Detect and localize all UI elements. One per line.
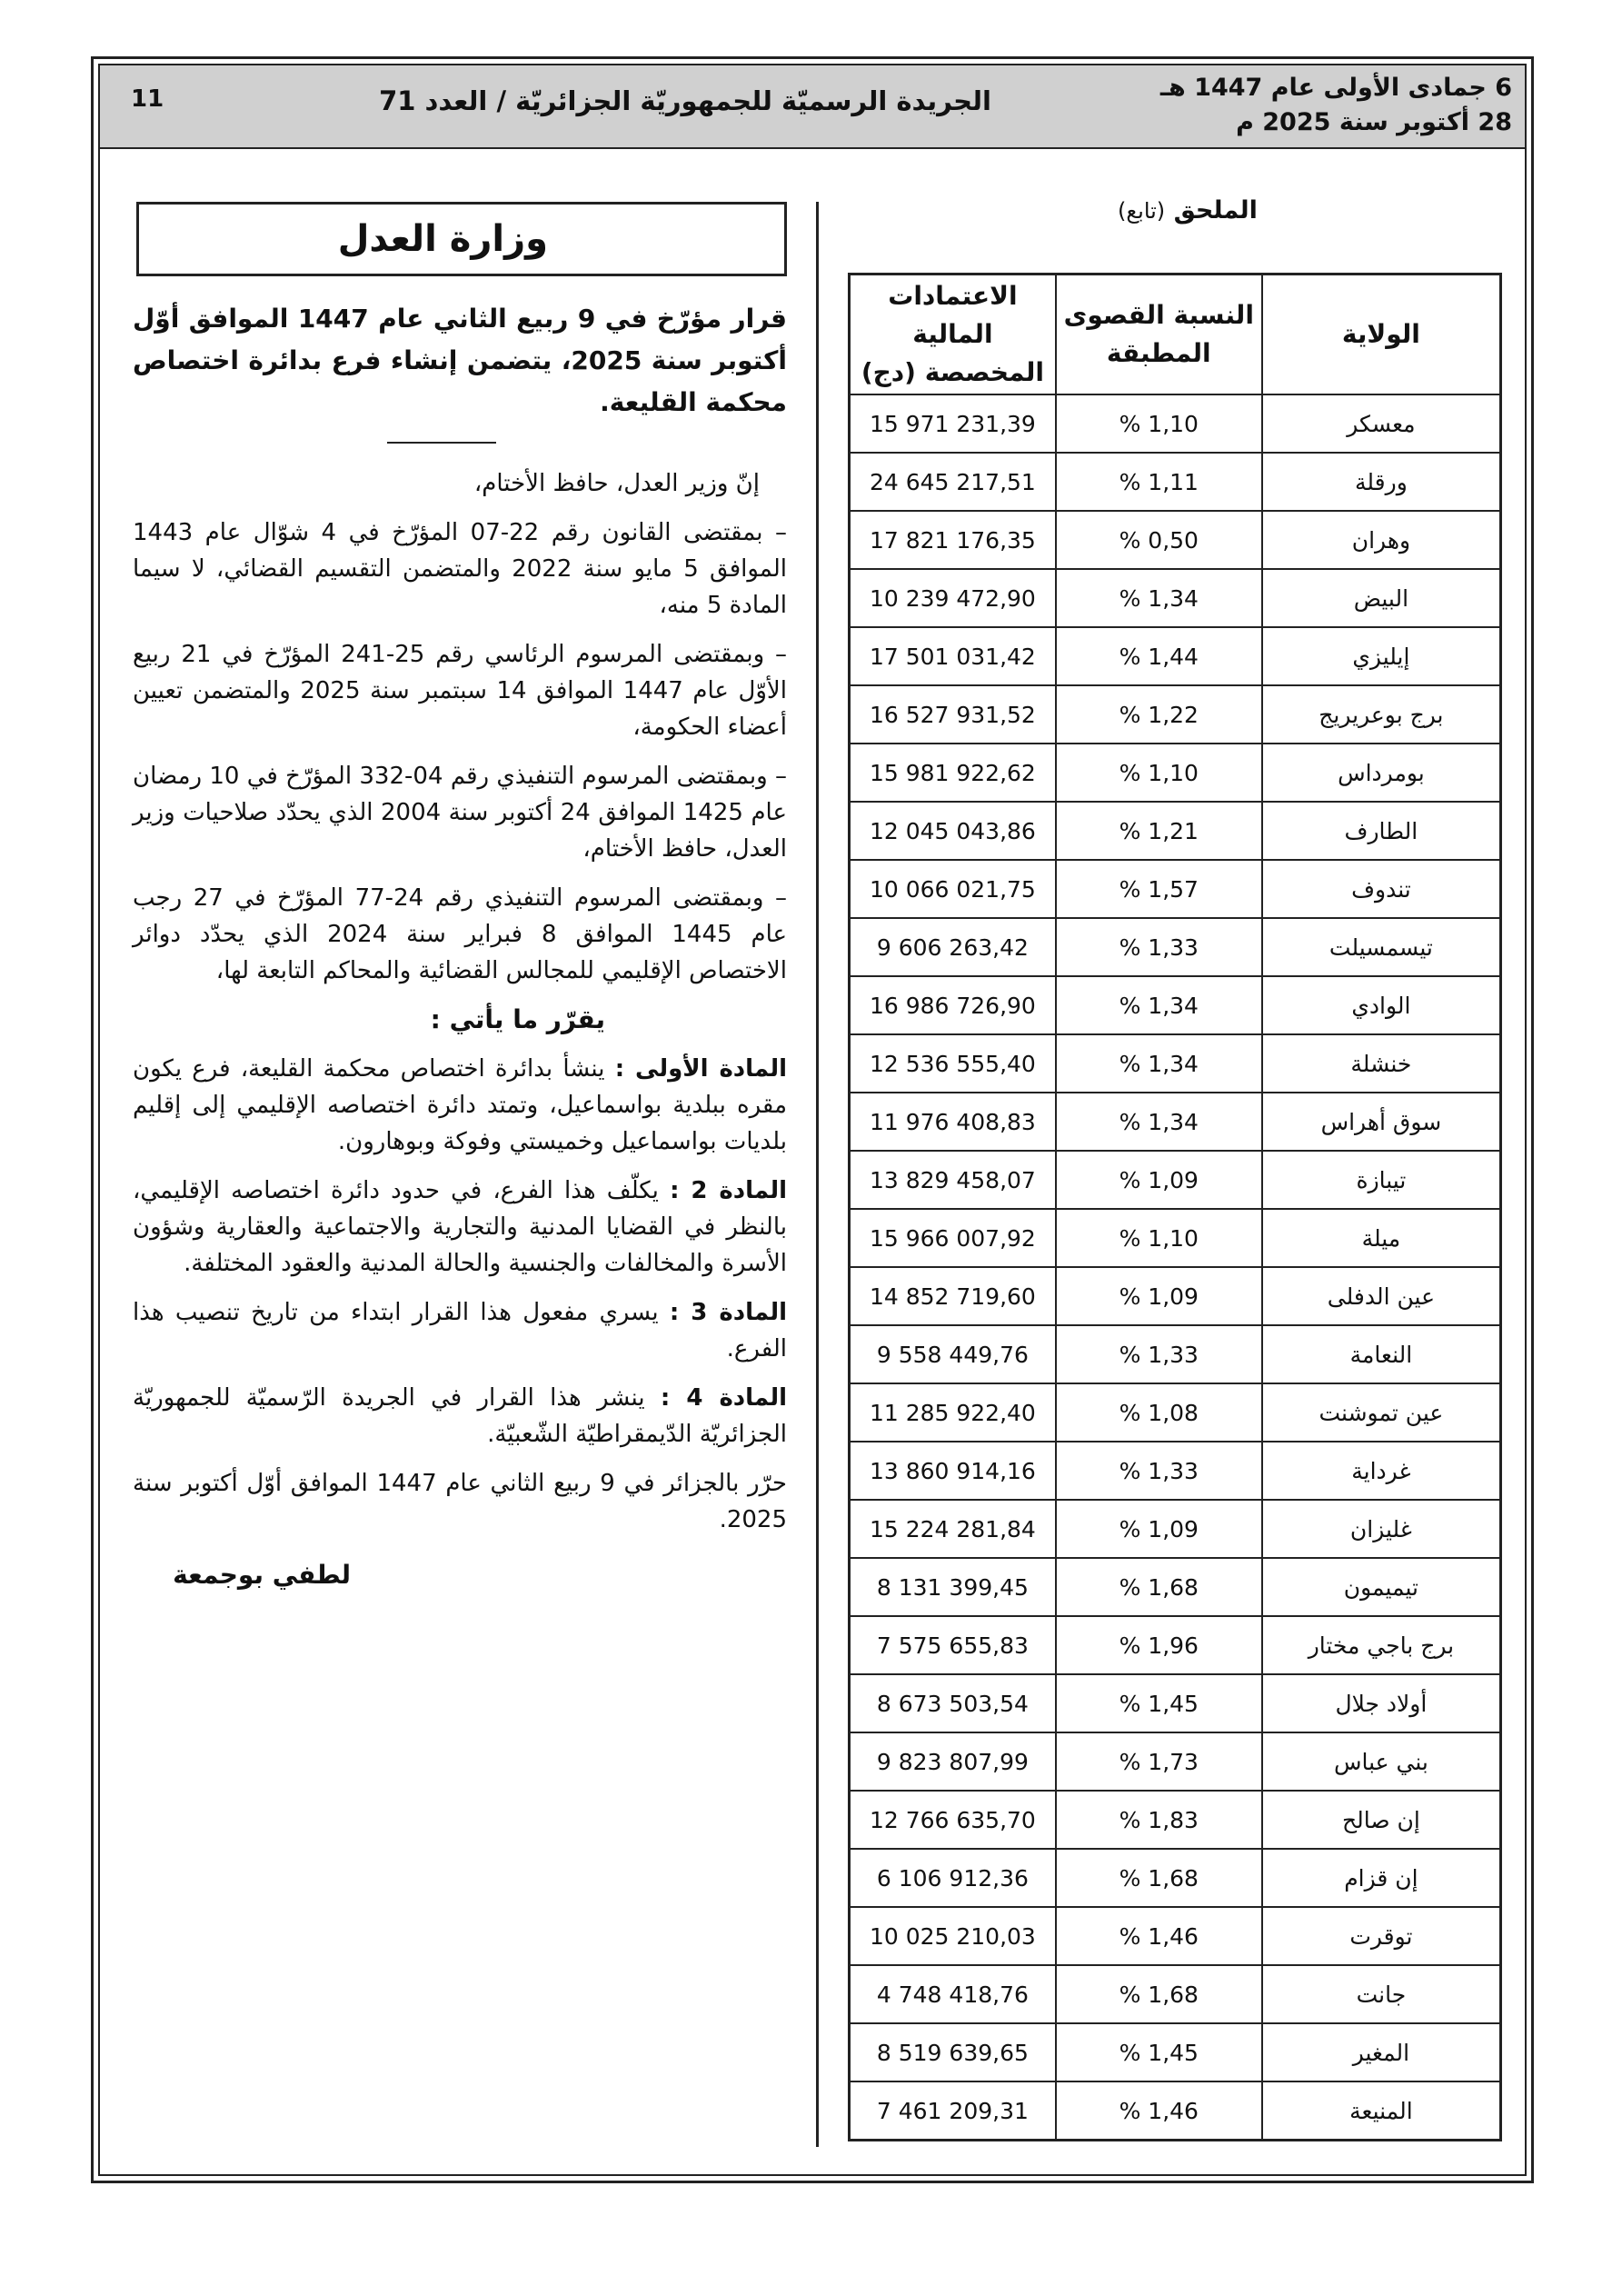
credits-cell: 11 285 922,40 xyxy=(850,1383,1056,1442)
wilaya-cell: النعامة xyxy=(1262,1325,1501,1383)
rate-cell: % 1,09 xyxy=(1056,1151,1262,1209)
annex-title xyxy=(1118,196,1258,225)
rate-cell: % 0,50 xyxy=(1056,511,1262,569)
rate-cell: % 1,34 xyxy=(1056,1034,1262,1093)
credits-cell: 8 673 503,54 xyxy=(850,1674,1056,1732)
wilaya-cell: إيليزي xyxy=(1262,627,1501,685)
credits-cell: 4 748 418,76 xyxy=(850,1965,1056,2023)
credits-cell: 17 821 176,35 xyxy=(850,511,1056,569)
wilaya-cell: بني عباس xyxy=(1262,1732,1501,1791)
annex-cont: (تابع) xyxy=(1118,198,1166,224)
rate-cell: % 1,08 xyxy=(1056,1383,1262,1442)
wilaya-cell: برج بوعريريج xyxy=(1262,685,1501,744)
article-3 xyxy=(133,1294,787,1367)
credits-cell: 12 536 555,40 xyxy=(850,1034,1056,1093)
table-row xyxy=(850,569,1501,627)
rate-cell: % 1,10 xyxy=(1056,1209,1262,1267)
decree-body xyxy=(133,465,787,1551)
table-row xyxy=(850,802,1501,860)
decree-title: قرار مؤرّخ في 9 ربيع الثاني عام 1447 الموافق أوّل أكتوبر سنة 2025، يتضمن إنشاء فرع بدائرة اختصاص محكمة القليعة. xyxy=(133,304,787,417)
visa-3: – وبمقتضى المرسوم التنفيذي رقم 04-332 المؤرّخ في 10 رمضان عام 1425 الموافق 24 أكتوبر سنة 2004 الذي يحدّد صلاحيات وزير العدل، حافظ الأختام، xyxy=(133,763,788,863)
visa-4: – وبمقتضى المرسوم التنفيذي رقم 24-77 المؤرّخ في 27 رجب عام 1445 الموافق 8 فبراير سنة 2024 الذي يحدّد دوائر الاختصاص الإقليمي للمجالس القضائية والمحاكم التابعة لها، xyxy=(133,884,787,984)
table-row xyxy=(850,1500,1501,1558)
ministry-title: وزارة العدل xyxy=(136,202,787,276)
credits-cell: 7 575 655,83 xyxy=(850,1616,1056,1674)
rate-cell: % 1,33 xyxy=(1056,918,1262,976)
wilaya-cell: عين تموشنت xyxy=(1262,1383,1501,1442)
credits-cell: 10 239 472,90 xyxy=(850,569,1056,627)
rate-cell: % 1,33 xyxy=(1056,1325,1262,1383)
wilaya-cell: ورقلة xyxy=(1262,453,1501,511)
wilaya-allocation-table xyxy=(848,273,1502,2141)
table-row xyxy=(850,976,1501,1034)
rate-cell: % 1,34 xyxy=(1056,569,1262,627)
rate-cell: % 1,83 xyxy=(1056,1791,1262,1849)
table-row xyxy=(850,1732,1501,1791)
rate-cell: % 1,22 xyxy=(1056,685,1262,744)
annex-label: الملحق xyxy=(1173,196,1258,225)
article-4 xyxy=(133,1380,787,1452)
wilaya-cell: توقرت xyxy=(1262,1907,1501,1965)
wilaya-cell: البيض xyxy=(1262,569,1501,627)
article-3-text: يسري مفعول هذا القرار ابتداء من تاريخ تنصيب هذا الفرع. xyxy=(133,1299,787,1363)
credits-cell: 8 519 639,65 xyxy=(850,2023,1056,2081)
rate-cell: % 1,09 xyxy=(1056,1500,1262,1558)
table-row xyxy=(850,1034,1501,1093)
page-number: 11 xyxy=(131,85,164,113)
wilaya-cell: الوادي xyxy=(1262,976,1501,1034)
rate-cell: % 1,46 xyxy=(1056,2081,1262,2141)
credits-cell: 24 645 217,51 xyxy=(850,453,1056,511)
rate-cell: % 1,09 xyxy=(1056,1267,1262,1325)
table-row xyxy=(850,1616,1501,1674)
table-row xyxy=(850,744,1501,802)
decides-heading: يقرّر ما يأتي : xyxy=(430,1004,605,1034)
decree-intro: إنّ وزير العدل، حافظ الأختام، xyxy=(473,470,760,497)
wilaya-cell: إن قزام xyxy=(1262,1849,1501,1907)
wilaya-cell: تندوف xyxy=(1262,860,1501,918)
table-row xyxy=(850,394,1501,453)
wilaya-cell: غليزان xyxy=(1262,1500,1501,1558)
table-row xyxy=(850,1151,1501,1209)
rate-cell: % 1,45 xyxy=(1056,2023,1262,2081)
wilaya-cell: أولاد جلال xyxy=(1262,1674,1501,1732)
table-row xyxy=(850,453,1501,511)
table-row xyxy=(850,1558,1501,1616)
table-row xyxy=(850,1325,1501,1383)
rate-cell: % 1,68 xyxy=(1056,1849,1262,1907)
table-row xyxy=(850,2023,1501,2081)
credits-cell: 16 986 726,90 xyxy=(850,976,1056,1034)
col-header-rate: النسبة القصوى المطبقة xyxy=(1056,275,1262,395)
credits-cell: 15 966 007,92 xyxy=(850,1209,1056,1267)
table-row xyxy=(850,685,1501,744)
rate-cell: % 1,34 xyxy=(1056,1093,1262,1151)
table-row xyxy=(850,1674,1501,1732)
table-row xyxy=(850,1965,1501,2023)
table-row xyxy=(850,1442,1501,1500)
rate-cell: % 1,10 xyxy=(1056,394,1262,453)
separator-rule xyxy=(387,442,496,444)
article-1 xyxy=(133,1051,787,1160)
credits-cell: 15 971 231,39 xyxy=(850,394,1056,453)
page-header xyxy=(100,65,1525,149)
wilaya-cell: غرداية xyxy=(1262,1442,1501,1500)
wilaya-cell: سوق أهراس xyxy=(1262,1093,1501,1151)
article-1-label: المادة الأولى : xyxy=(614,1055,788,1083)
table-row xyxy=(850,1209,1501,1267)
credits-cell: 10 066 021,75 xyxy=(850,860,1056,918)
wilaya-cell: بومرداس xyxy=(1262,744,1501,802)
rate-cell: % 1,34 xyxy=(1056,976,1262,1034)
credits-cell: 15 224 281,84 xyxy=(850,1500,1056,1558)
decree-column xyxy=(133,202,787,1590)
wilaya-cell: تيسمسيلت xyxy=(1262,918,1501,976)
wilaya-cell: إن صالح xyxy=(1262,1791,1501,1849)
rate-cell: % 1,10 xyxy=(1056,744,1262,802)
rate-cell: % 1,46 xyxy=(1056,1907,1262,1965)
credits-cell: 9 558 449,76 xyxy=(850,1325,1056,1383)
wilaya-cell: برج باجي مختار xyxy=(1262,1616,1501,1674)
wilaya-cell: المغير xyxy=(1262,2023,1501,2081)
col-header-credits: الاعتمادات المالية المخصصة (دج) xyxy=(850,275,1056,395)
article-4-text: ينشر هذا القرار في الجريدة الرّسميّة للجمهوريّة الجزائريّة الدّيمقراطيّة الشّعبيّة. xyxy=(133,1384,787,1448)
visa-2: – وبمقتضى المرسوم الرئاسي رقم 25-241 المؤرّخ في 21 ربيع الأوّل عام 1447 الموافق 14 سبتمبر سنة 2025 والمتضمن تعيين أعضاء الحكومة، xyxy=(133,641,788,741)
table-row xyxy=(850,511,1501,569)
credits-cell: 13 860 914,16 xyxy=(850,1442,1056,1500)
credits-cell: 17 501 031,42 xyxy=(850,627,1056,685)
table-row xyxy=(850,1849,1501,1907)
col-header-wilaya: الولاية xyxy=(1262,275,1501,395)
credits-cell: 15 981 922,62 xyxy=(850,744,1056,802)
article-2 xyxy=(133,1173,787,1282)
wilaya-cell: ميلة xyxy=(1262,1209,1501,1267)
article-2-label: المادة 2 : xyxy=(670,1177,787,1204)
credits-cell: 7 461 209,31 xyxy=(850,2081,1056,2141)
rate-cell: % 1,73 xyxy=(1056,1732,1262,1791)
table-row xyxy=(850,918,1501,976)
wilaya-cell: جانت xyxy=(1262,1965,1501,2023)
article-2-text: يكلّف هذا الفرع، في حدود دائرة اختصاصه الإقليمي، بالنظر في القضايا المدنية والتجارية والاجتماعية والعقارية وشؤون الأسرة والمخالفات والجنسية والحالة المدنية والعقود المختلفة. xyxy=(133,1177,787,1277)
table-row xyxy=(850,627,1501,685)
wilaya-cell: عين الدفلى xyxy=(1262,1267,1501,1325)
credits-cell: 14 852 719,60 xyxy=(850,1267,1056,1325)
article-3-label: المادة 3 : xyxy=(669,1299,787,1326)
credits-cell: 12 766 635,70 xyxy=(850,1791,1056,1849)
article-1-text: ينشأ بدائرة اختصاص محكمة القليعة، فرع يكون مقره ببلدية بواسماعيل، وتمتد دائرة اختصاصه الإقليمي إلى إقليم بلديات بواسماعيل وخميستي وفوكة وبوهارون. xyxy=(133,1055,787,1155)
credits-cell: 9 823 807,99 xyxy=(850,1732,1056,1791)
credits-cell: 9 606 263,42 xyxy=(850,918,1056,976)
rate-cell: % 1,96 xyxy=(1056,1616,1262,1674)
credits-cell: 11 976 408,83 xyxy=(850,1093,1056,1151)
table-row xyxy=(850,1907,1501,1965)
table-row xyxy=(850,860,1501,918)
journal-title: الجريدة الرسميّة للجمهوريّة الجزائريّة / العدد 71 xyxy=(379,85,991,116)
header-date xyxy=(1159,71,1512,140)
date-hijri: 6 جمادى الأولى عام 1447 هـ xyxy=(1159,74,1512,102)
article-4-label: المادة 4 : xyxy=(660,1384,788,1412)
rate-cell: % 1,68 xyxy=(1056,1965,1262,2023)
wilaya-cell: خنشلة xyxy=(1262,1034,1501,1093)
rate-cell: % 1,57 xyxy=(1056,860,1262,918)
table-row xyxy=(850,2081,1501,2141)
signature: لطفي بوجمعة xyxy=(173,1560,351,1590)
credits-cell: 16 527 931,52 xyxy=(850,685,1056,744)
rate-cell: % 1,44 xyxy=(1056,627,1262,685)
rate-cell: % 1,33 xyxy=(1056,1442,1262,1500)
wilaya-cell: معسكر xyxy=(1262,394,1501,453)
rate-cell: % 1,11 xyxy=(1056,453,1262,511)
wilaya-cell: الطارف xyxy=(1262,802,1501,860)
wilaya-cell: تيبازة xyxy=(1262,1151,1501,1209)
rate-cell: % 1,45 xyxy=(1056,1674,1262,1732)
credits-cell: 6 106 912,36 xyxy=(850,1849,1056,1907)
table-row xyxy=(850,1093,1501,1151)
column-divider xyxy=(816,202,819,2147)
credits-cell: 12 045 043,86 xyxy=(850,802,1056,860)
table-row xyxy=(850,1791,1501,1849)
date-gregorian: 28 أكتوبر سنة 2025 م xyxy=(1236,108,1512,136)
credits-cell: 8 131 399,45 xyxy=(850,1558,1056,1616)
table-row xyxy=(850,1383,1501,1442)
wilaya-cell: وهران xyxy=(1262,511,1501,569)
table-row xyxy=(850,1267,1501,1325)
rate-cell: % 1,68 xyxy=(1056,1558,1262,1616)
decree-closing: حرّر بالجزائر في 9 ربيع الثاني عام 1447 الموافق أوّل أكتوبر سنة 2025. xyxy=(133,1470,787,1533)
credits-cell: 10 025 210,03 xyxy=(850,1907,1056,1965)
rate-cell: % 1,21 xyxy=(1056,802,1262,860)
wilaya-cell: تيميمون xyxy=(1262,1558,1501,1616)
wilaya-cell: المنيعة xyxy=(1262,2081,1501,2141)
credits-cell: 13 829 458,07 xyxy=(850,1151,1056,1209)
table-header-row xyxy=(850,275,1501,395)
visa-1: – بمقتضى القانون رقم 22-07 المؤرّخ في 4 شوّال عام 1443 الموافق 5 مايو سنة 2022 والمتضمن التقسيم القضائي، لا سيما المادة 5 منه، xyxy=(133,519,787,619)
